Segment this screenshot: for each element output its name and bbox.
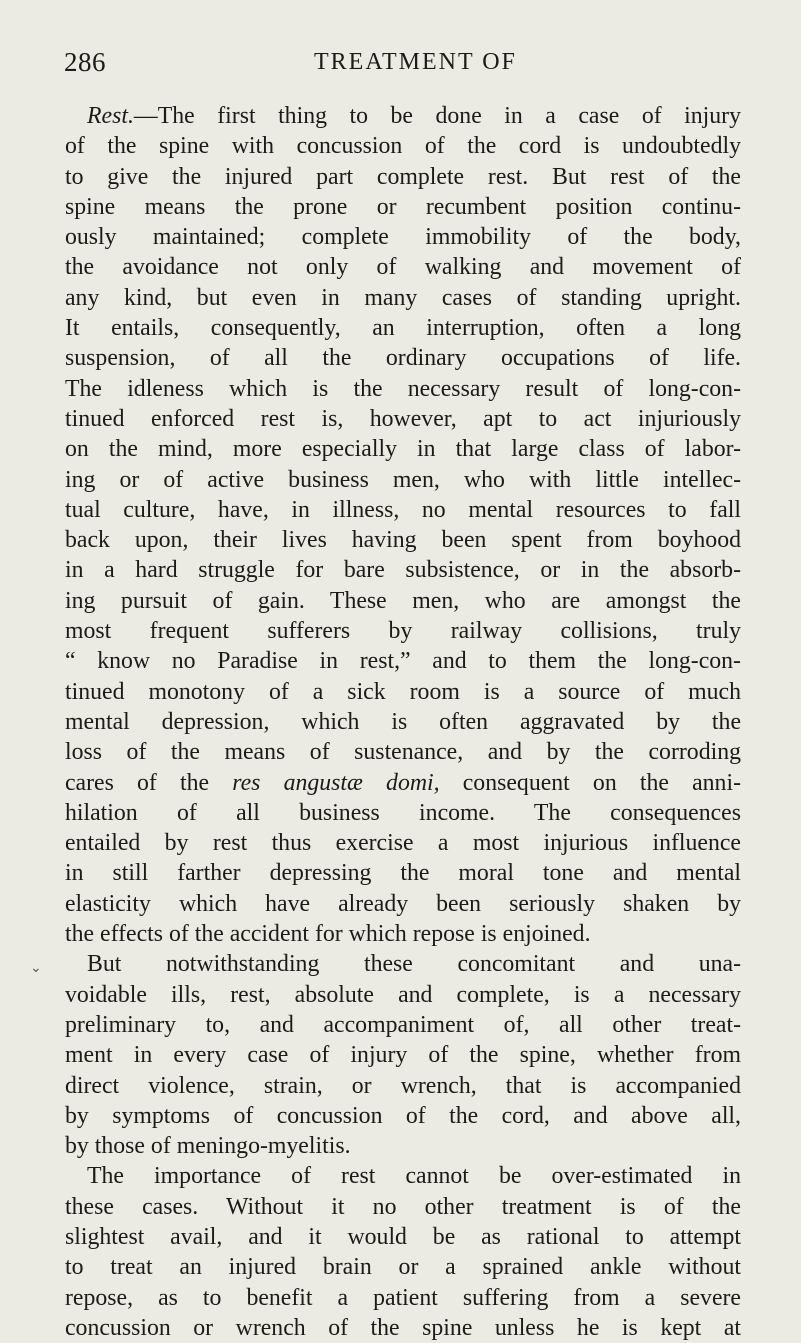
text-line: voidable ills, rest, absolute and complete, is a necessary [65,981,741,1008]
text-line: mental depression, which is often aggravated by the [65,708,741,735]
text-line: It entails, consequently, an interruption, often a long [65,315,741,342]
text-line: back upon, their lives having been spent from boyhood [65,527,741,554]
text-line: ously maintained; complete immobility of the body, [65,224,741,251]
text-line: tual culture, have, in illness, no mental resources to fall [65,496,741,523]
body-text [65,101,741,1343]
text-line: tinued enforced rest is, however, apt to act injuriously [65,405,741,432]
text-line: “ know no Paradise in rest,” and to them the long-con- [65,648,741,675]
running-head: TREATMENT OF [314,49,517,75]
text-line: elasticity which have already been seriously shaken by [65,890,741,917]
text-line: hilation of all business income. The consequences [65,799,741,826]
text-line: concussion or wrench of the spine unless he is kept at [65,1314,741,1341]
text-line: repose, as to benefit a patient suffering from a severe [65,1284,741,1311]
text-line: entailed by rest thus exercise a most injurious influence [65,830,741,857]
text-line: in still farther depressing the moral tone and mental [65,860,741,887]
page-header [64,47,744,87]
text-line: But notwithstanding these concomitant and una- [87,951,741,978]
text-line: most frequent sufferers by railway collisions, truly [65,618,741,645]
text-line: ing pursuit of gain. These men, who are amongst the [65,587,741,614]
text-line: of the spine with concussion of the cord is undoubtedly [65,133,741,160]
text-line: any kind, but even in many cases of standing upright. [65,284,741,311]
text-line: suspension, of all the ordinary occupations of life. [65,345,741,372]
text-line: cares of the res angustæ domi, consequent on the anni- [65,769,741,796]
text-line: loss of the means of sustenance, and by the corroding [65,739,741,766]
text-line: the avoidance not only of walking and movement of [65,254,741,281]
text-line: by those of meningo-myelitis. [65,1133,351,1160]
text-line: ment in every case of injury of the spine, whether from [65,1042,741,1069]
text-line: The importance of rest cannot be over-estimated in [87,1163,741,1190]
text-line: slightest avail, and it would be as rational to attempt [65,1223,741,1250]
text-line: ing or of active business men, who with little intellec- [65,466,741,493]
text-line: preliminary to, and accompaniment of, all other treat- [65,1011,741,1038]
text-line: to treat an injured brain or a sprained ankle without [65,1254,741,1281]
text-line: tinued monotony of a sick room is a source of much [65,678,741,705]
text-line: the effects of the accident for which repose is enjoined. [65,921,591,948]
text-line: to give the injured part complete rest. But rest of the [65,163,741,190]
text-line: on the mind, more especially in that large class of labor- [65,436,741,463]
text-line: in a hard struggle for bare subsistence, or in the absorb- [65,557,741,584]
text-line: these cases. Without it no other treatment is of the [65,1193,741,1220]
text-line: Rest.—The first thing to be done in a case of injury [87,103,741,129]
section-lead: Rest. [87,103,134,129]
page-number: 286 [64,47,106,77]
text-line: The idleness which is the necessary result of long-con- [65,375,741,402]
text-line: spine means the prone or recumbent position continu- [65,193,741,220]
text-line: direct violence, strain, or wrench, that is accompanied [65,1072,741,1099]
margin-tick-mark: ⌄ [30,960,42,976]
text-line: by symptoms of concussion of the cord, and above all, [65,1102,741,1129]
latin-phrase: res angustæ domi, [232,769,440,796]
